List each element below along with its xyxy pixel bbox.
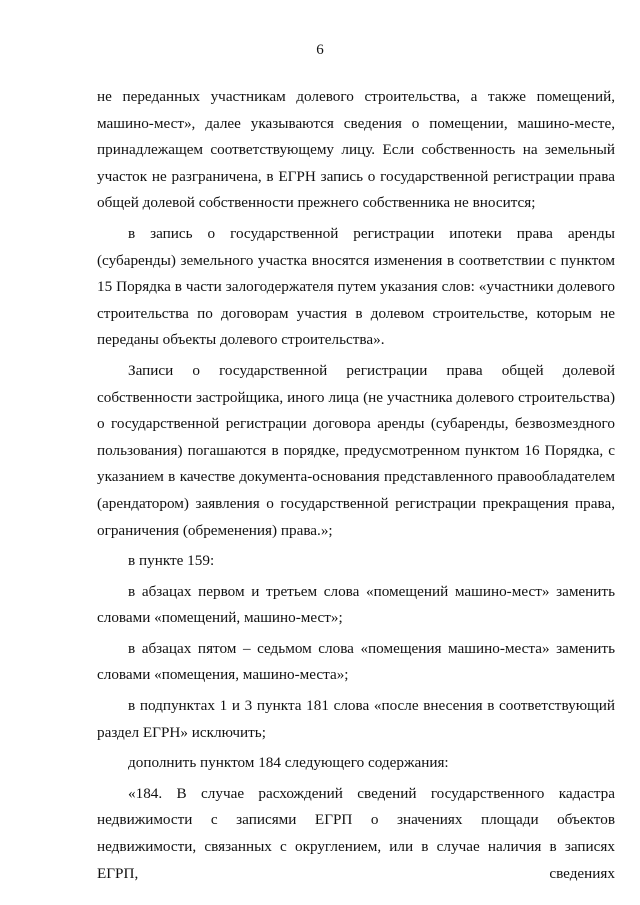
page-number: 6	[316, 42, 324, 58]
paragraph-mortgage-record: в запись о государственной регистрации ипотеки права аренды (субаренды) земельного участка вносятся изменения в соответствии с пунктом 15 Порядка в части залогодержателя путем указания слов: «участники долевого строительства по договорам участия в долевом строительстве, которым не переданы объекты долевого строительства».	[97, 224, 615, 349]
paragraph-item-184-text: «184. В случае расхождений сведений государственного кадастра недвижимости с записями ЕГРП о значениях площади объектов недвижимости, связанных с округлением, или в случае наличия в записях ЕГРП, сведениях	[97, 784, 615, 882]
paragraph-add-item-184: дополнить пунктом 184 следующего содержания:	[128, 754, 449, 772]
paragraph-records-cancellation: Записи о государственной регистрации права общей долевой собственности застройщика, иного лица (не участника долевого строительства) о государственной регистрации договора аренды (субаренды, безвозмездного пользования) погашаются в порядке, предусмотренном пунктом 16 Порядка, с указанием в качестве документа-основания представленного правообладателем (арендатором) заявления о государственной регистрации прекращения права, ограничения (обременения) права.»;	[97, 361, 615, 539]
paragraph-fifth-seventh-abzac: в абзацах пятом – седьмом слова «помещения машино-места» заменить словами «помещения, машино-места»;	[97, 639, 615, 684]
paragraph-item-159: в пункте 159:	[128, 552, 215, 570]
paragraph-continuation: не переданных участникам долевого строительства, а также помещений, машино-мест», далее указываются сведения о помещении, машино-месте, принадлежащем соответствующему лицу. Если собственность на земельный участок не разграничена, в ЕГРН запись о государственной регистрации права общей долевой собственности прежнего собственника не вносится;	[97, 88, 615, 212]
document-body	[97, 84, 615, 891]
paragraph-first-third-abzac: в абзацах первом и третьем слова «помещений машино-мест» заменить словами «помещений, машино-мест»;	[97, 582, 615, 627]
paragraph-item-181: в подпунктах 1 и 3 пункта 181 слова «после внесения в соответствующий раздел ЕГРН» исключить;	[97, 697, 615, 741]
